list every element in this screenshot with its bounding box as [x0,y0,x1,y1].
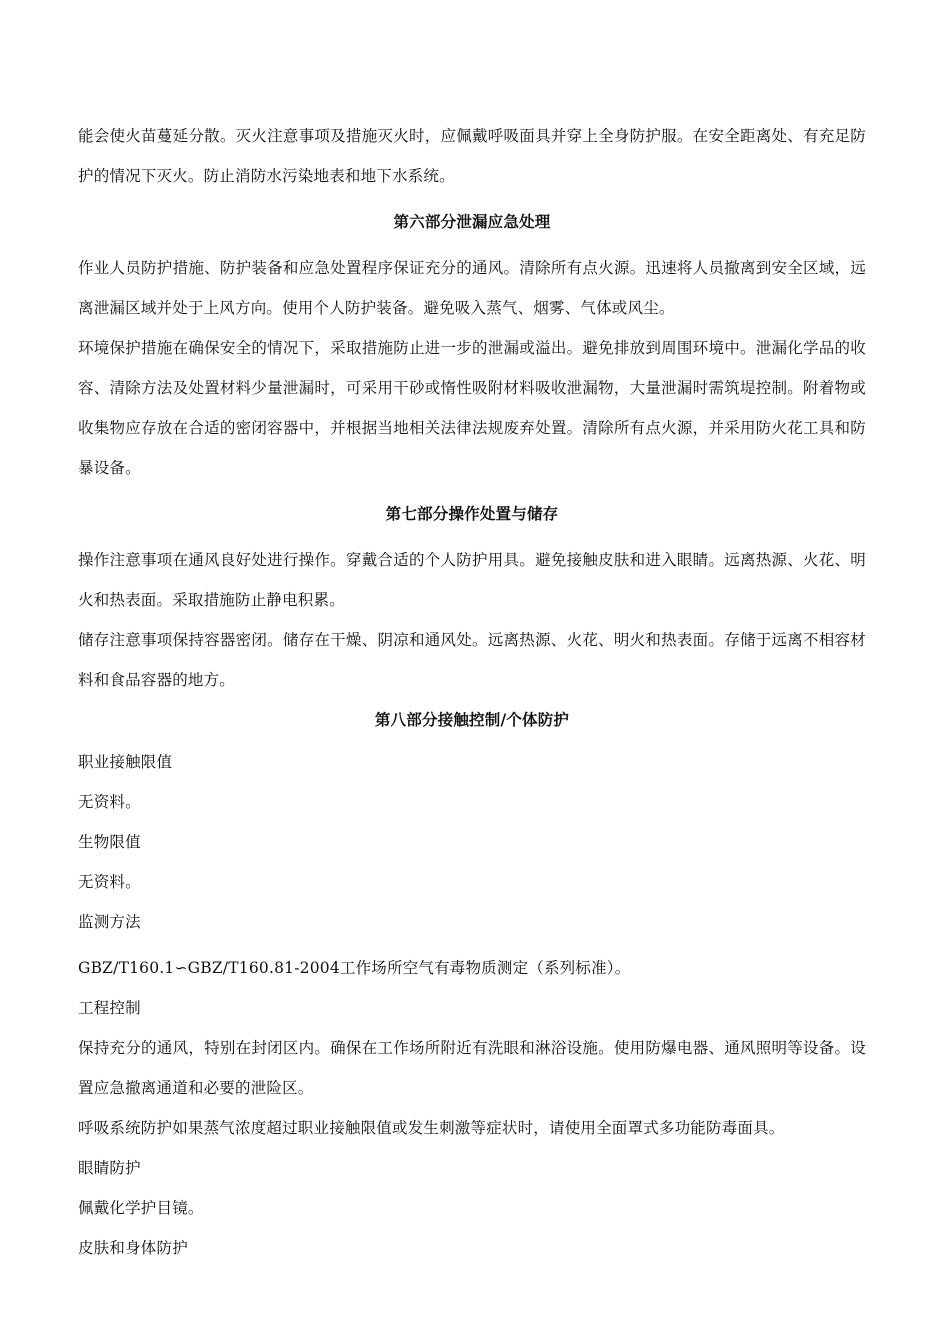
eye-protection-label: 眼睛防护 [78,1159,141,1177]
engineering-control-paragraph: 保持充分的通风，特别在封闭区内。确保在工作场所附近有洗眼和淋浴设施。使用防爆电器、通风照明等设备。设置应急撤离通道和必要的泄险区。 [78,1039,866,1097]
monitoring-method-value: GBZ/T160.1∽GBZ/T160.81-2004工作场所空气有毒物质测定（系列标准）。 [78,959,631,977]
section-8-heading: 第八部分接触控制/个体防护 [374,710,570,729]
biological-limit-label: 生物限值 [78,833,141,851]
respiratory-protection-paragraph: 呼吸系统防护如果蒸气浓度超过职业接触限值或发生刺激等症状时，请使用全面罩式多功能防毒面具。 [78,1119,785,1137]
personnel-protection-paragraph: 作业人员防护措施、防护装备和应急处置程序保证充分的通风。清除所有点火源。迅速将人员撤离到安全区域，远离泄漏区域并处于上风方向。使用个人防护装备。避免吸入蒸气、烟雾、气体或风尘。 [78,259,866,317]
occupational-exposure-limit-label: 职业接触限值 [78,753,173,771]
storage-precautions-paragraph: 储存注意事项保持容器密闭。储存在干燥、阴凉和通风处。远离热源、火花、明火和热表面。存储于远离不相容材料和食品容器的地方。 [78,631,866,689]
environmental-protection-paragraph: 环境保护措施在确保安全的情况下，采取措施防止进一步的泄漏或溢出。避免排放到周围环境中。泄漏化学品的收容、清除方法及处置材料少量泄漏时，可采用干砂或惰性吸附材料吸收泄漏物，大量泄漏时需筑堤控制。附着物或收集物应存放在合适的密闭容器中，并根据当地相关法律法规废弃处置。清除所有点火源，并采用防火花工具和防暴设备。 [78,339,866,477]
handling-precautions-paragraph: 操作注意事项在通风良好处进行操作。穿戴合适的个人防护用具。避免接触皮肤和进入眼睛。远离热源、火花、明火和热表面。采取措施防止静电积累。 [78,551,866,609]
skin-body-protection-label: 皮肤和身体防护 [78,1239,188,1257]
section-6-heading: 第六部分泄漏应急处理 [393,212,551,231]
fire-fighting-continued-paragraph: 能会使火苗蔓延分散。灭火注意事项及措施灭火时，应佩戴呼吸面具并穿上全身防护服。在安全距离处、有充足防护的情况下灭火。防止消防水污染地表和地下水系统。 [78,127,866,185]
occupational-exposure-limit-value: 无资料。 [78,793,141,811]
eye-protection-value: 佩戴化学护目镜。 [78,1199,204,1217]
document-page [78,116,866,1268]
monitoring-method-label: 监测方法 [78,913,141,931]
biological-limit-value: 无资料。 [78,873,141,891]
engineering-control-label: 工程控制 [78,999,141,1017]
section-7-heading: 第七部分操作处置与储存 [385,504,559,523]
